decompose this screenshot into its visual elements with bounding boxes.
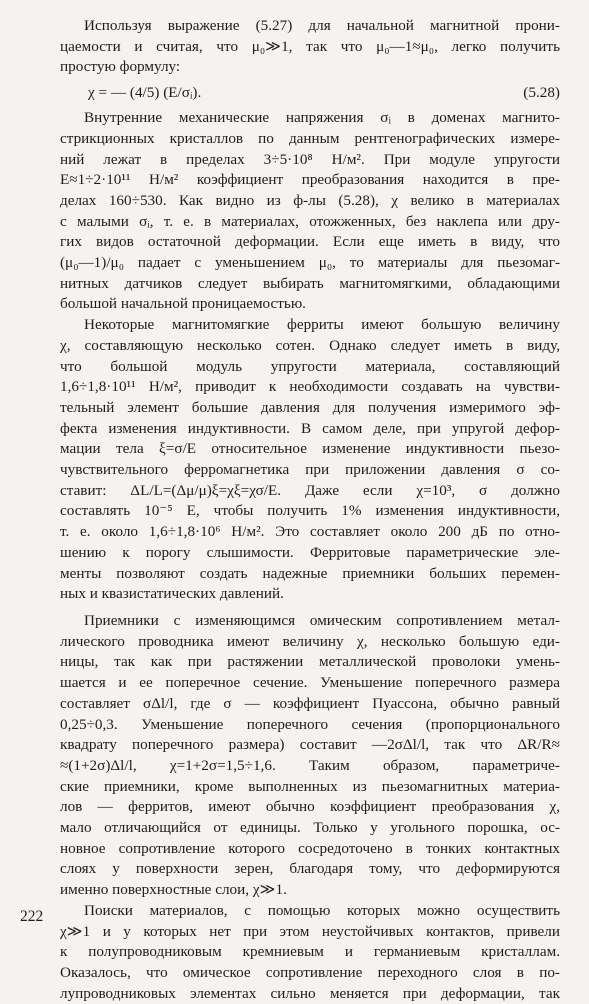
text-line: Используя выражение (5.27) для начальной магнитной прони- bbox=[84, 17, 560, 34]
text-line: ≈(1+2σ)Δl/l, χ=1+2σ=1,5÷1,6. Таким образом, параметриче- bbox=[60, 756, 560, 774]
text-line: составляет σΔl/l, где σ — коэффициент Пуассона, обычно равный bbox=[60, 694, 560, 712]
text-line: 0,25÷0,3. Уменьшение поперечного сечения (пропорционального bbox=[60, 715, 560, 733]
text-line: лического проводника имеют величину χ, несколько большую еди- bbox=[60, 632, 560, 650]
text-line: ний лежат в пределах 3÷5·10⁸ Н/м². При модуле упругости bbox=[60, 150, 560, 168]
text-line: простую формулу: bbox=[60, 58, 181, 76]
text-line: чувствительного ферромагнетика при приложении давления σ со- bbox=[60, 461, 560, 479]
text-line: 1,6÷1,8·10¹¹ Н/м², приводит к необходимости создавать на чувстви- bbox=[60, 378, 560, 396]
text-line: Внутренние механические напряжения σᵢ в доменах магнито- bbox=[84, 109, 560, 127]
paragraph-5 bbox=[60, 901, 560, 1004]
formula-number: (5.28) bbox=[523, 84, 560, 102]
text-line: к полупроводниковым кремниевым и германиевым кристаллам. bbox=[60, 943, 560, 961]
text-line: тельный элемент большие давления для получения измеримого эф- bbox=[60, 398, 560, 416]
text-line: что большой модуль упругости материала, составляющий bbox=[60, 357, 560, 375]
page-number: 222 bbox=[20, 908, 44, 925]
text-line: составлять 10⁻⁵ E, чтобы получить 1% изменения индуктивности, bbox=[60, 502, 560, 520]
text-line: Приемники с изменяющимся омическим сопротивлением метал- bbox=[84, 611, 560, 629]
text-line: нитных датчиков следует выбирать магнитомягкими, обладающими bbox=[60, 274, 560, 292]
text-line: делах 160÷530. Как видно из ф-лы (5.28), χ велико в материалах bbox=[60, 191, 560, 209]
text-line: мации тела ξ=σ/E относительное изменение индуктивности пьезо- bbox=[60, 440, 560, 458]
formula-5-28 bbox=[60, 80, 560, 105]
text-line: фекта изменения индуктивности. В самом деле, при упругой дефор- bbox=[60, 419, 560, 437]
text-line: гих видов остаточной деформации. Если еще иметь в виду, что bbox=[60, 233, 560, 251]
paragraph-3 bbox=[60, 315, 560, 605]
text-line: Некоторые магнитомягкие ферриты имеют большую величину bbox=[84, 316, 560, 334]
text-line: большой начальной проницаемостью. bbox=[60, 295, 306, 313]
body-text bbox=[60, 16, 560, 1004]
text-line: т. е. около 1,6÷1,8·10⁶ Н/м². Это составляет около 200 дБ по отно- bbox=[60, 523, 560, 541]
text-line: новное сопротивление которого сосредоточено в тонких контактных bbox=[60, 839, 560, 857]
text-line: мало отличающийся от единицы. Только у угольного порошка, ос- bbox=[60, 819, 560, 837]
paragraph-1 bbox=[60, 16, 560, 105]
paragraph-2 bbox=[60, 108, 560, 315]
text-line: стрикционных кристаллов по данным рентгенографических измере- bbox=[60, 129, 560, 147]
text-line: цаемости и считая, что μ₀≫1, так что μ₀—1≈μ₀, легко получить bbox=[60, 37, 560, 55]
text-line: лов — ферритов, имеют обычно коэффициент преобразования χ, bbox=[60, 798, 560, 816]
paragraph-4 bbox=[60, 611, 560, 901]
text-line: с малыми σᵢ, т. е. в материалах, отожженных, без наклепа или дру- bbox=[60, 212, 560, 230]
text-line: квадрату поперечного размера) составит —2σΔl/l, так что ΔR/R≈ bbox=[60, 736, 560, 754]
text-line: ские приемники, кроме выполненных из пьезомагнитных материа- bbox=[60, 777, 560, 795]
text-line: Оказалось, что омическое сопротивление переходного слоя в по- bbox=[60, 963, 560, 981]
text-line: лупроводниковых элементах сильно меняется при деформации, так bbox=[60, 984, 560, 1002]
text-line: менты позволяют создать надежные приемники больших перемен- bbox=[60, 564, 560, 582]
text-line: ставит: ΔL/L=(Δμ/μ)ξ=χξ=χσ/E. Даже если χ=10³, σ должно bbox=[60, 481, 560, 499]
text-line: шению к порогу слышимости. Ферритовые параметрические эле- bbox=[60, 543, 560, 561]
text-line: E≈1÷2·10¹¹ Н/м² коэффициент преобразования находится в пре- bbox=[60, 171, 560, 189]
text-line: χ≫1 и у которых нет при этом неустойчивых контактов, привели bbox=[60, 922, 560, 940]
text-line: слоях у поверхности зерен, благодаря тому, что деформируются bbox=[60, 860, 560, 878]
formula-expression: χ = — (4/5) (E/σᵢ). bbox=[88, 84, 202, 102]
text-line: именно поверхностные слои, χ≫1. bbox=[60, 881, 287, 899]
text-line: ных и квазистатических давлений. bbox=[60, 585, 284, 603]
text-line: Поиски материалов, с помощью которых можно осуществить bbox=[84, 901, 560, 919]
text-line: (μ₀—1)/μ₀ падает с уменьшением μ₀, то материалы для пьезомаг- bbox=[60, 254, 560, 272]
text-line: χ, составляющую несколько сотен. Однако следует иметь в виду, bbox=[60, 336, 560, 354]
text-line: шается и ее поперечное сечение. Уменьшение поперечного размера bbox=[60, 674, 560, 692]
text-line: ницы, так как при растяжении металлической проволоки умень- bbox=[60, 653, 560, 671]
